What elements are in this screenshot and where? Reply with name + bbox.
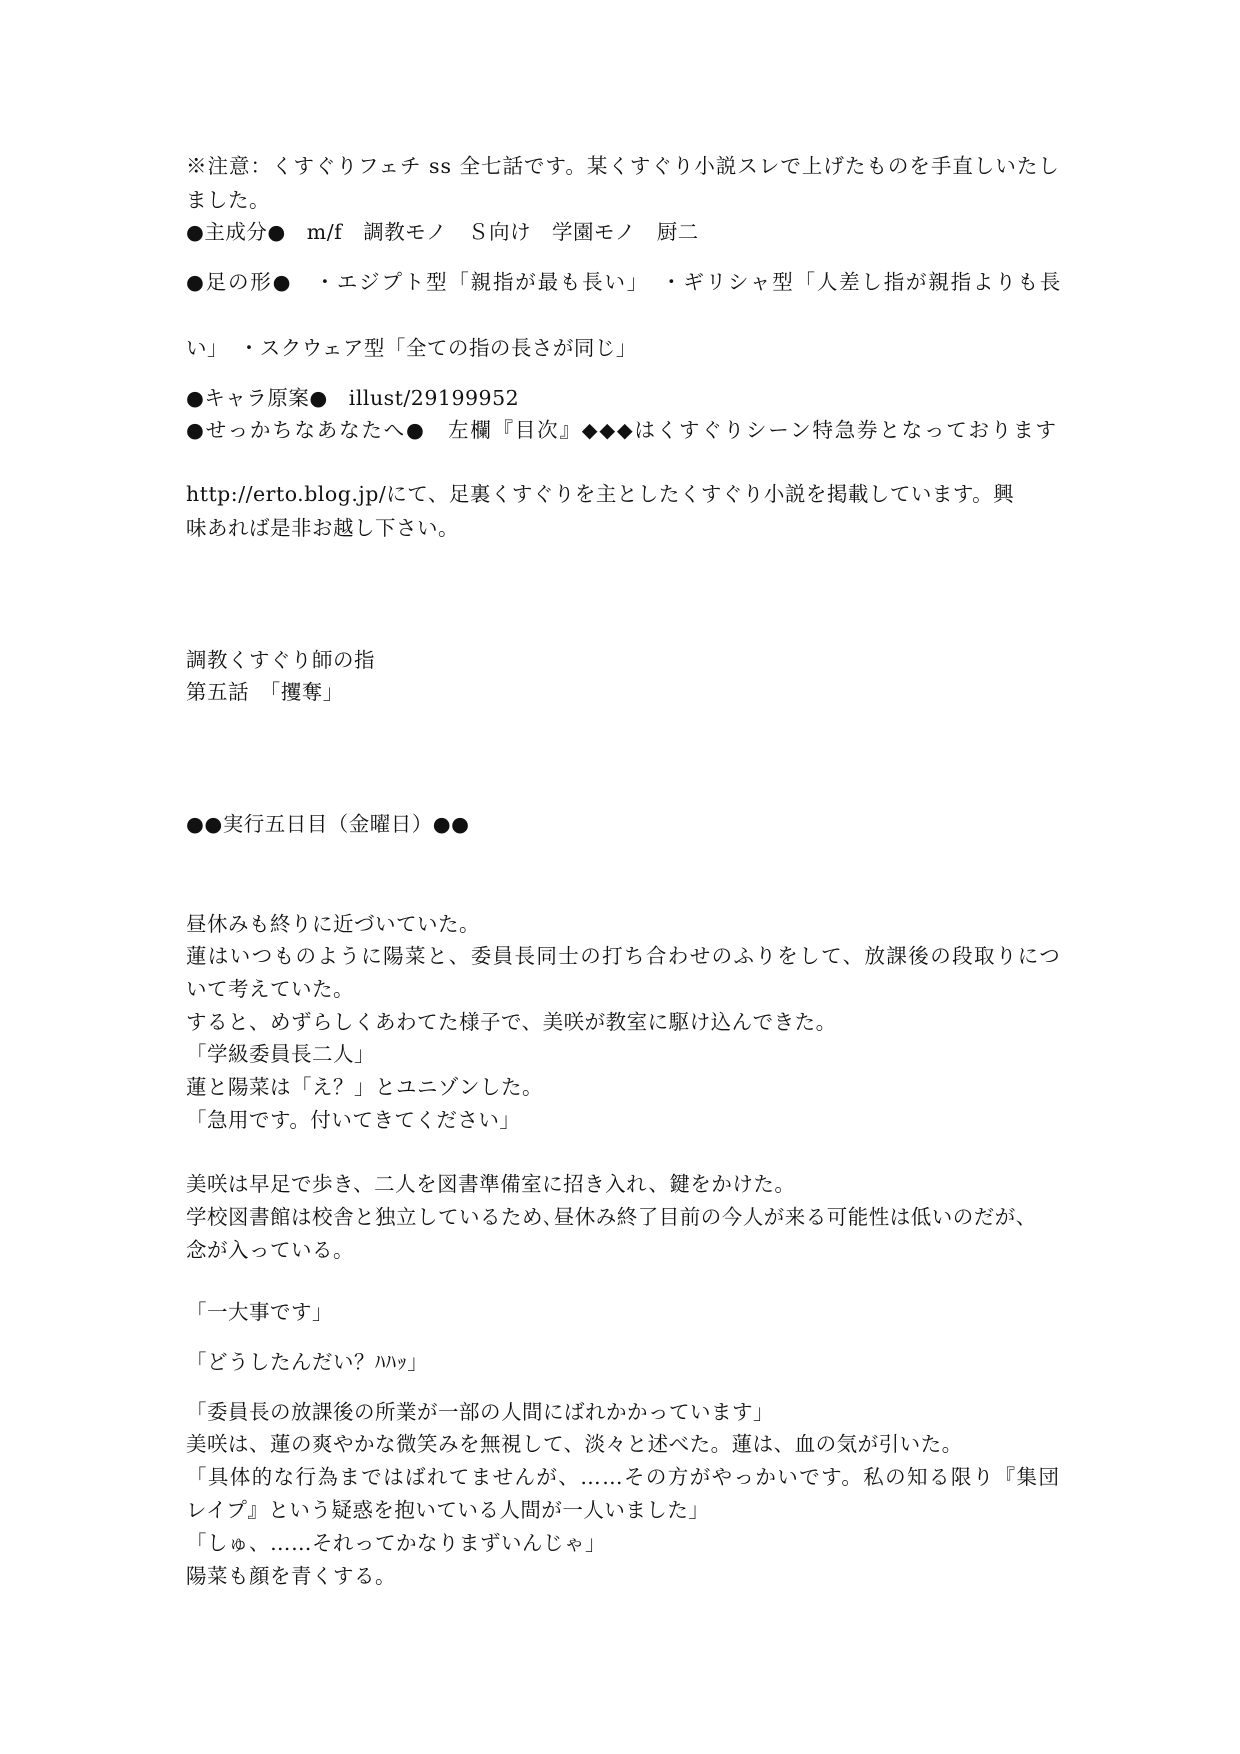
character-design-line: ●キャラ原案● illust/29199952 (186, 386, 520, 410)
paragraph: 陽菜も顔を青くする。 (186, 1564, 396, 1588)
blog-line-1: http://erto.blog.jp/にて、足裏くすぐりを主としたくすぐり小説を掲載しています。興 (186, 482, 1015, 506)
paragraph: すると、めずらしくあわてた様子で、美咲が教室に駆け込んできた。 (186, 1010, 837, 1034)
paragraph: 念が入っている。 (186, 1238, 354, 1262)
paragraph: 蓮はいつものように陽菜と、委員長同士の打ち合わせのふりをして、放課後の段取りにつ (186, 944, 1062, 968)
episode-title: 第五話 「攫奪」 (186, 680, 344, 704)
foot-shape-line-2: い」 ・スクウェア型「全ての指の長さが同じ」 (186, 336, 637, 360)
paragraph: いて考えていた。 (186, 977, 354, 1001)
section-heading: ●●実行五日目（金曜日）●● (186, 812, 470, 836)
paragraph: 「具体的な行為まではばれてませんが、……その方がやっかいです。私の知る限り『集団 (186, 1465, 1061, 1489)
paragraph: 昼休みも終りに近づいていた。 (186, 912, 480, 936)
foot-shape-line-1: ●足の形● ・エジプト型「親指が最も長い」 ・ギリシャ型「人差し指が親指よりも長 (186, 270, 1063, 294)
paragraph: 「学級委員長二人」 (186, 1042, 375, 1066)
paragraph: 「急用です。付いてきてください」 (186, 1108, 521, 1132)
paragraph: 「委員長の放課後の所業が一部の人間にばれかかっています」 (186, 1400, 774, 1424)
impatient-line: ●せっかちなあなたへ● 左欄『目次』◆◆◆はくすぐりシーン特急券となっております (186, 418, 1058, 442)
paragraph: 「しゅ、……それってかなりまずいんじゃ」 (186, 1531, 606, 1555)
series-title: 調教くすぐり師の指 (186, 648, 375, 672)
paragraph: レイプ』という疑惑を抱いている人間が一人いました」 (186, 1498, 710, 1522)
paragraph: 「どうしたんだい？ﾊﾊｯ」 (186, 1350, 429, 1374)
paragraph: 蓮と陽菜は「え？」とユニゾンした。 (186, 1075, 543, 1099)
notice-line-1: ※注意：くすぐりフェチ ss 全七話です。某くすぐり小説スレで上げたものを手直しいたし (186, 154, 1060, 178)
paragraph: 学校図書館は校舎と独立しているため､昼休み終了目前の今人が来る可能性は低いのだが、 (186, 1205, 1037, 1229)
notice-line-2: ました。 (186, 188, 270, 212)
ingredients-line: ●主成分● m/f 調教モノ Ｓ向け 学園モノ 厨二 (186, 220, 699, 244)
paragraph: 美咲は、蓮の爽やかな微笑みを無視して、淡々と述べた。蓮は、血の気が引いた。 (186, 1432, 963, 1456)
paragraph: 「一大事です」 (186, 1300, 333, 1324)
paragraph: 美咲は早足で歩き、二人を図書準備室に招き入れ、鍵をかけた。 (186, 1172, 796, 1196)
blog-line-2: 味あれば是非お越し下さい。 (186, 516, 459, 540)
